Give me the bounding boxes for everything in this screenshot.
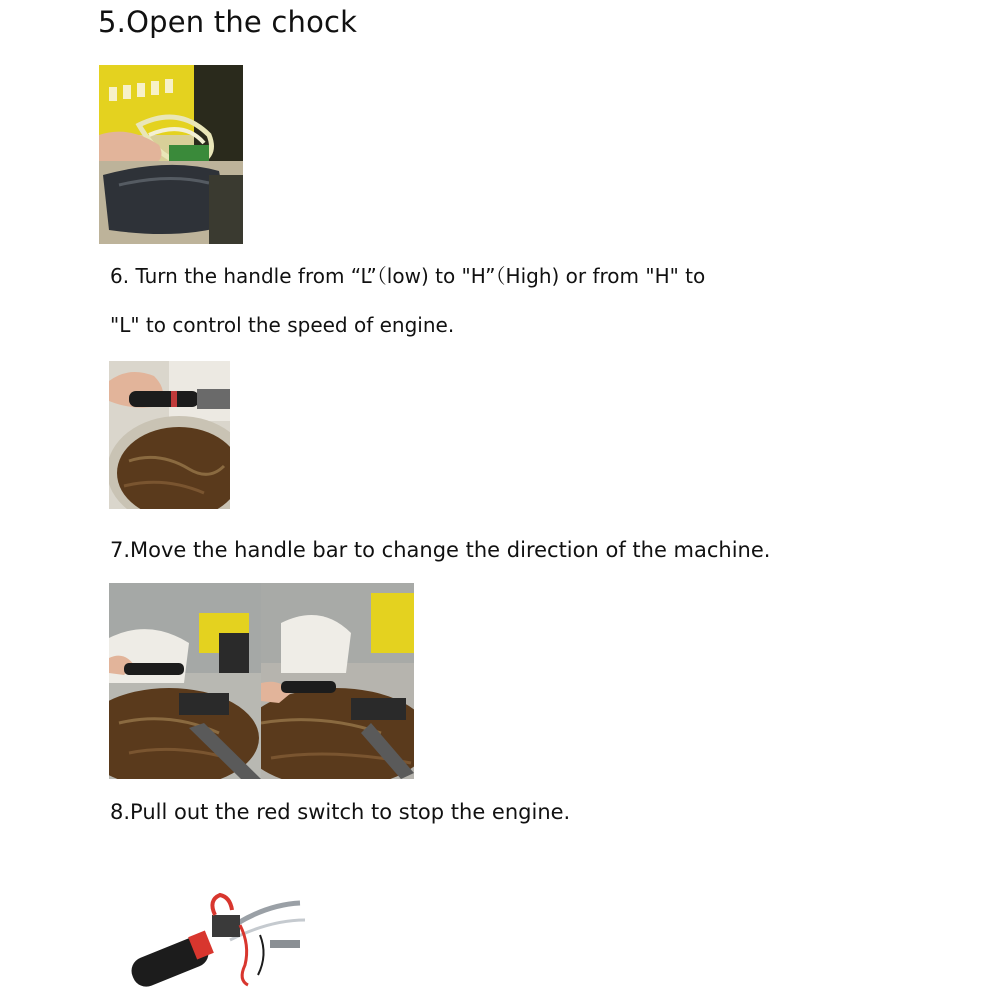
step-6-line-1: 6. Turn the handle from “L”（low) to "H”（High) or from "H" to: [110, 264, 706, 288]
red-stop-switch-photo: [120, 885, 305, 1000]
step-8-text: 8.Pull out the red switch to stop the engine.: [110, 800, 571, 824]
chock-photo: [99, 65, 243, 244]
step-6-line-2: "L" to control the speed of engine.: [110, 313, 455, 337]
handlebar-direction-photo-left: [109, 583, 261, 779]
handlebar-direction-photo-right: [261, 583, 414, 779]
step-7-text: 7.Move the handle bar to change the direction of the machine.: [110, 538, 771, 562]
step-5-heading: 5.Open the chock: [98, 5, 358, 39]
throttle-grip-photo: [109, 361, 230, 509]
